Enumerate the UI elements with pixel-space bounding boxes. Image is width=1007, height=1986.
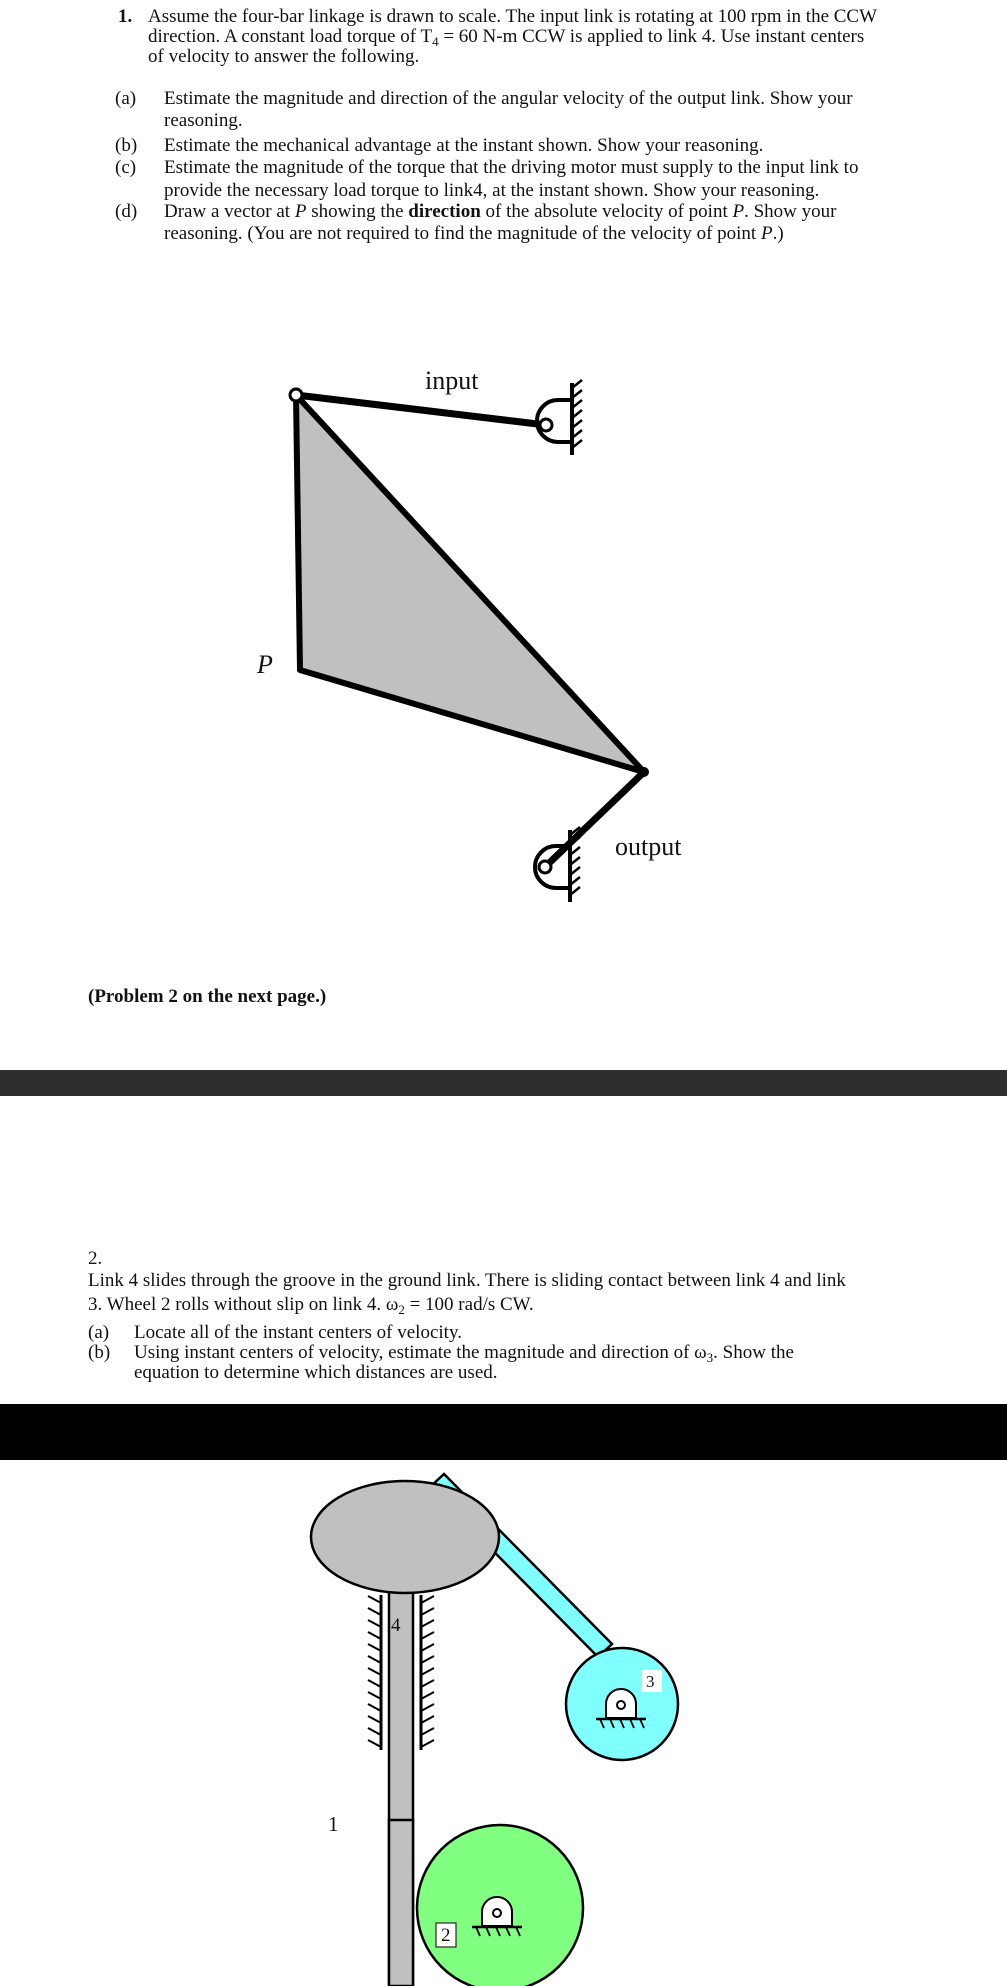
problem2-line1: Link 4 slides through the groove in the ground link. There is sliding contact between link 4 and link [88, 1270, 846, 1291]
slider-mechanism-figure [0, 1460, 1007, 1986]
part-d-mid: showing the [306, 201, 409, 222]
part-a-text-2: reasoning. [164, 110, 243, 131]
part-a-text-1: Estimate the magnitude and direction of the angular velocity of the output link. Show your [164, 88, 853, 109]
intro-text-b: = 60 N-m CCW is applied to link 4. Use instant centers [438, 26, 865, 47]
part-d-line2c: .) [772, 223, 784, 244]
link4-label: 4 [391, 1615, 401, 1636]
part-c-text-1: Estimate the magnitude of the torque that the driving motor must supply to the input link to [164, 157, 859, 178]
torque-subscript: 4 [432, 34, 439, 49]
part-d-p2: P [732, 201, 745, 222]
problem2-line2a: 3. Wheel 2 rolls without slip on link 4. ω [88, 1294, 399, 1315]
page-divider-black [0, 1404, 1007, 1460]
problem1-footer: (Problem 2 on the next page.) [88, 986, 327, 1007]
part-d-line2a: reasoning. (You are not required to find the magnitude of the velocity of point [164, 223, 761, 244]
input-label: input [425, 366, 479, 395]
part-d-pre: Draw a vector at [164, 201, 295, 222]
coupler-triangle [296, 395, 644, 772]
part-d-post: of the absolute velocity of point [480, 201, 733, 222]
p2-part-b-label: (b) [88, 1342, 111, 1363]
omega2-subscript: 2 [398, 1302, 405, 1317]
part-b-text: Estimate the mechanical advantage at the instant shown. Show your reasoning. [164, 135, 764, 156]
problem1-number: 1. [118, 6, 133, 27]
page-divider-top [0, 1070, 1007, 1096]
link3-label: 3 [646, 1672, 655, 1691]
input-ground-pivot [537, 380, 582, 455]
part-b-label: (b) [115, 135, 138, 156]
joint-a [290, 389, 302, 401]
problem2-number: 2. [88, 1248, 103, 1269]
p2-part-a-text: Locate all of the instant centers of velocity. [134, 1322, 462, 1343]
input-link [296, 395, 546, 425]
p2-part-b-text-2: equation to determine which distances are used. [134, 1362, 498, 1383]
part-d-line2b: P [760, 223, 773, 244]
problem2-line2b: = 100 rad/s CW. [404, 1294, 534, 1315]
p2-part-a-label: (a) [88, 1322, 110, 1343]
joint-b [639, 767, 649, 777]
part-d-label: (d) [115, 201, 138, 222]
groove-ground-right [421, 1595, 434, 1750]
p2-part-b-text-1 [134, 1342, 794, 1363]
problem2-line2 [88, 1294, 534, 1315]
intro-text-a: direction. A constant load torque of T [148, 26, 433, 47]
point-p-label: P [257, 650, 273, 679]
p2-part-b-a: Using instant centers of velocity, estimate the magnitude and direction of ω [134, 1342, 707, 1363]
wheel2-label: 2 [441, 1925, 451, 1946]
problem1-intro-line1: Assume the four-bar linkage is drawn to scale. The input link is rotating at 100 rpm in the CCW [148, 6, 878, 27]
groove-ground-left [368, 1595, 381, 1750]
link4-stem-front [389, 1820, 413, 1986]
part-d-p1: P [294, 201, 307, 222]
part-d-end: . Show your [744, 201, 837, 222]
part-c-label: (c) [115, 157, 137, 178]
ground-label: 1 [328, 1812, 339, 1836]
part-a-label: (a) [115, 88, 137, 109]
omega3-subscript: 3 [706, 1350, 714, 1365]
link4-head [311, 1481, 499, 1593]
p2-part-b-b: . Show the [713, 1342, 794, 1363]
output-label: output [615, 832, 682, 861]
problem1-intro-line3: of velocity to answer the following. [148, 46, 420, 67]
part-d-bold: direction [408, 201, 481, 222]
part-c-text-2: provide the necessary load torque to link4, at the instant shown. Show your reasoning. [164, 180, 820, 201]
